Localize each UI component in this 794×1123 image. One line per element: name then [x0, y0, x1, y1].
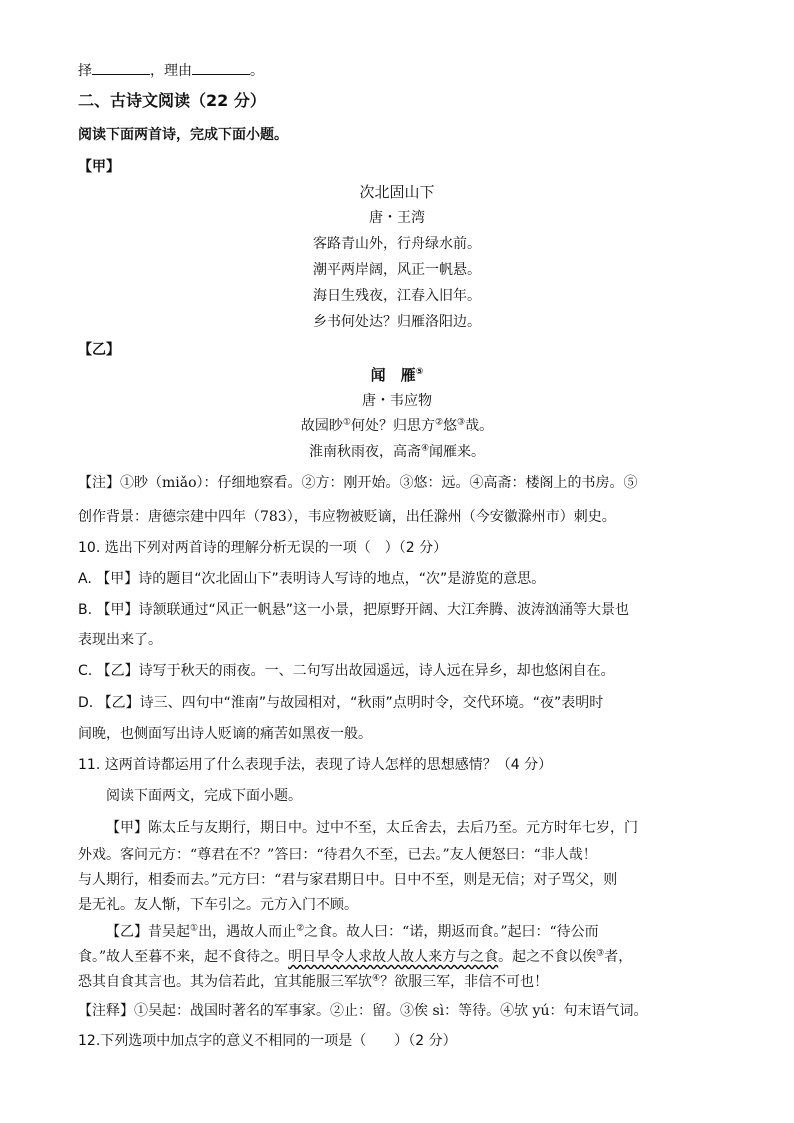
prose-a-line-4: 是无礼。友人惭，下车引之。元方入门不顾。 — [78, 897, 358, 913]
poem-note: 【注】①眇（miǎo）：仔细地察看。②方：刚开始。③悠：远。④高斋：楼阁上的书房。⑤ — [78, 475, 638, 491]
question-10-stem: 10. 选出下列对两首诗的理解分析无误的一项（ ）（2 分） — [78, 540, 448, 556]
prose-a-line-1: 【甲】陈太丘与友期行，期日中。过中不至，太丘舍去，去后乃至。元方时年七岁，门 — [106, 820, 638, 836]
prose-a-line-2: 外戏。客问元方：“尊君在不？”答曰：“待君久不至，已去。”友人便怒曰：“非人哉！ — [78, 847, 597, 863]
question-10-option-b-cont: 表现出来了。 — [78, 632, 162, 648]
instruction: 阅读下面两首诗，完成下面小题。 — [78, 127, 288, 143]
poem-b-line-1: 故园眇①何处？归思方②悠③哉。 — [300, 417, 494, 434]
answer-blank-1[interactable] — [92, 60, 150, 75]
prose-note: 【注释】①吴起：战国时著名的军事家。②止：留。③俟 sì：等待。④欤 yú：句末语气词。 — [78, 1003, 648, 1019]
prose-b-line-3: 恐其自食其言也。其为信若此，宜其能服三军欤④？欲服三军，非信不可也！ — [78, 973, 549, 990]
poem-a-tag: 【甲】 — [78, 159, 120, 175]
prose-intro: 阅读下面两文，完成下面小题。 — [106, 788, 302, 804]
poem-a-line-1: 客路青山外，行舟绿水前。 — [313, 236, 481, 252]
poem-b-tag: 【乙】 — [78, 342, 120, 358]
poem-a-line-3: 海日生残夜，江春入旧年。 — [313, 288, 481, 304]
poem-b-author: 唐・韦应物 — [362, 393, 432, 409]
question-10-option-c: C. 【乙】诗写于秋天的雨夜。一、二句写出故园遥远，诗人远在异乡，却也悠闲自在。 — [78, 663, 615, 679]
prose-a-line-3: 与人期行，相委而去。”元方曰：“君与家君期日中。日中不至，则是无信；对子骂父，则 — [78, 872, 618, 888]
poem-b-title: 闻 雁⑤ — [370, 366, 424, 384]
sentence-to-punctuate: 明日早令人求故人故人来方与之食 — [288, 949, 499, 965]
answer-line: 择 ，理由 。 — [78, 60, 264, 81]
question-10-option-d-cont: 间晚，也侧面写出诗人贬谪的痛苦如黑夜一般。 — [78, 726, 372, 742]
section-title: 二、古诗文阅读（22 分） — [78, 91, 266, 110]
poem-b-line-2: 淮南秋雨夜，高斋④闻雁来。 — [308, 443, 486, 460]
prose-b-line-2: 食。”故人至暮不来，起不食待之。明日早令人求故人故人来方与之食。起之不食以俟③者， — [78, 948, 633, 965]
prose-b-line-1: 【乙】昔吴起①出，遇故人而止②之食。故人曰：“诺，期返而食。”起曰：“待公而 — [106, 923, 599, 940]
question-10-option-d: D. 【乙】诗三、四句中“淮南”与故园相对，“秋雨”点明时令，交代环境。“夜”表明时 — [78, 695, 604, 711]
poem-a-author: 唐・王湾 — [369, 210, 425, 226]
question-12: 12.下列选项中加点字的意义不相同的一项是（ ）（2 分） — [78, 1033, 457, 1049]
poem-a-line-4: 乡书何处达？归雁洛阳边。 — [313, 314, 481, 330]
answer-blank-2[interactable] — [192, 60, 250, 75]
background-note: 创作背景：唐德宗建中四年（783），韦应物被贬谪，出任滁州（今安徽滁州市）刺史。 — [78, 509, 616, 525]
poem-a-title: 次北固山下 — [359, 183, 435, 201]
question-10-option-a: A. 【甲】诗的题目“次北固山下”表明诗人写诗的地点，“次”是游览的意思。 — [78, 571, 546, 587]
question-11: 11. 这两首诗都运用了什么表现手法，表现了诗人怎样的思想感情？（4 分） — [78, 757, 553, 773]
poem-a-line-2: 潮平两岸阔，风正一帆悬。 — [313, 262, 481, 278]
question-10-option-b: B. 【甲】诗颔联通过“风正一帆悬”这一小景，把原野开阔、大江奔腾、波涛汹涌等大景也 — [78, 602, 630, 618]
